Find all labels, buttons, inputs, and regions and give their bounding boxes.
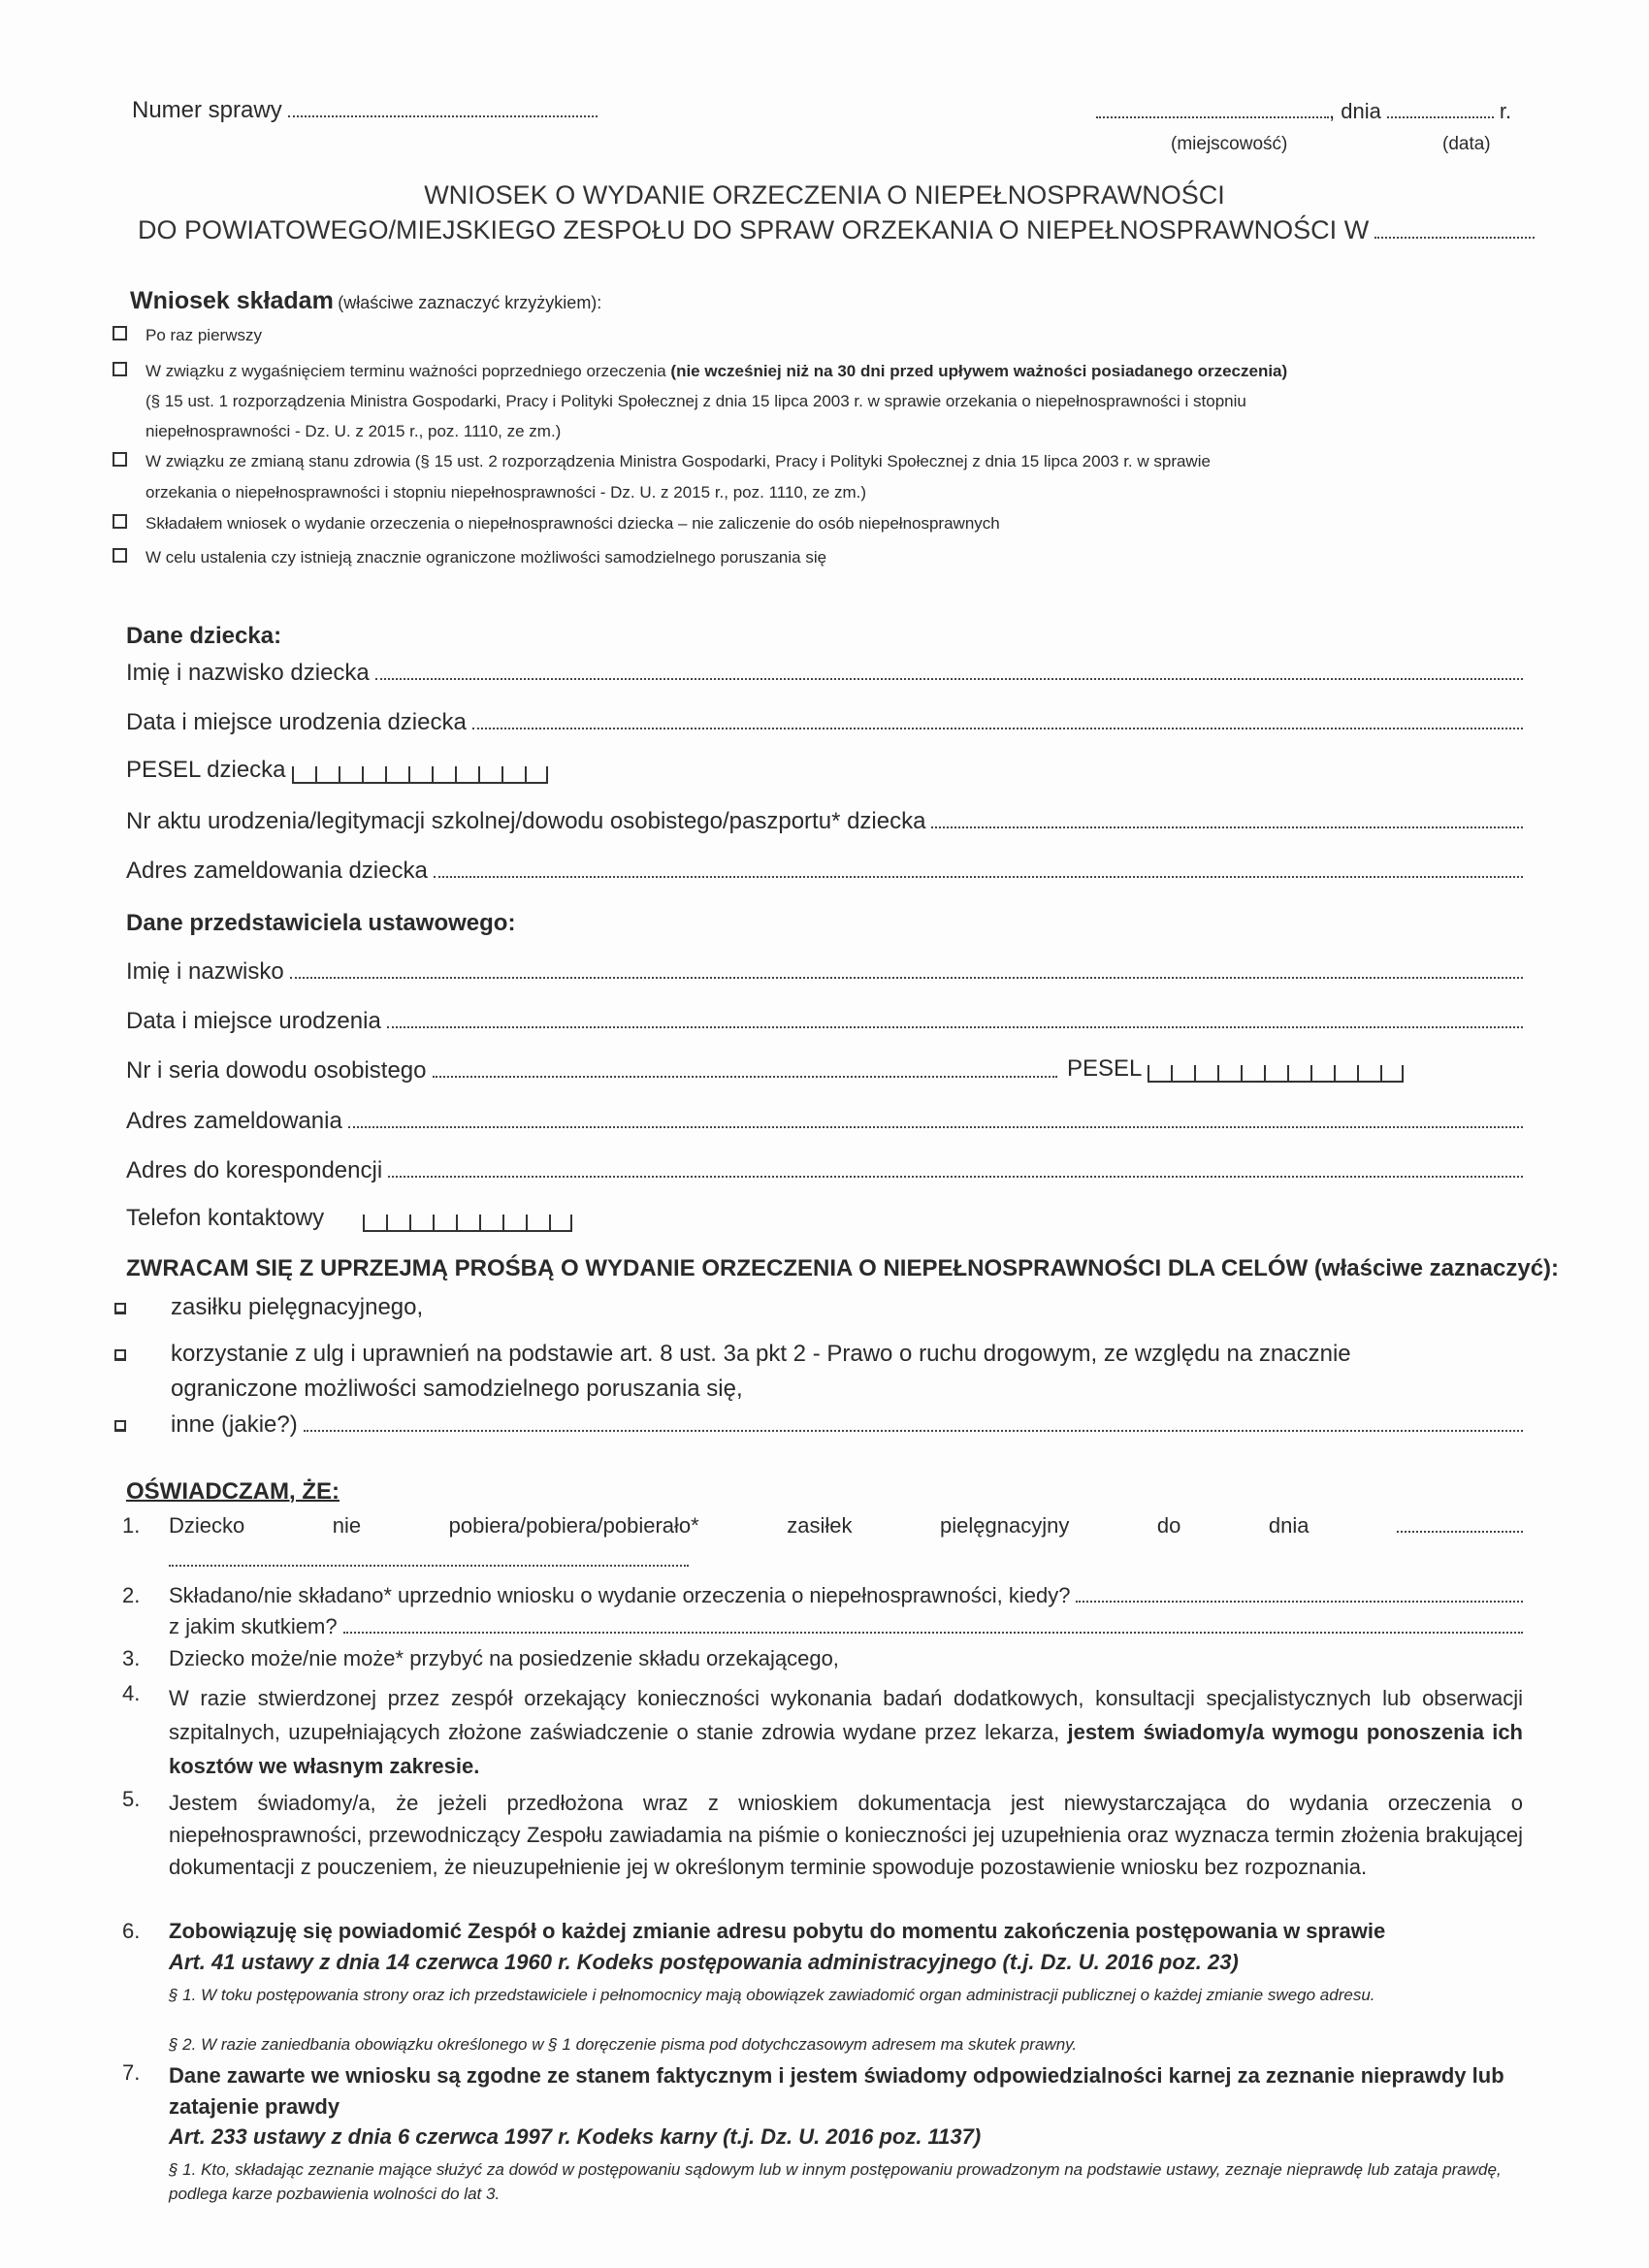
item4-text-bold: jestem świadomy/a wymogu ponoszenia ich kosztów we własnym zakresie. (169, 1720, 1523, 1778)
application-reason-heading: Wniosek składam (130, 287, 334, 314)
digit-cell[interactable] (1264, 1065, 1287, 1083)
checkbox-mobility[interactable] (113, 548, 127, 563)
item6-paragraph-1: § 1. W toku postępowania strony oraz ich przedstawiciele i pełnomocnicy mają obowiązek zawiadomić organ administracji publicznej o każdej zmianie swego adresu. (169, 1986, 1375, 2004)
item1-word: zasiłek (787, 1513, 853, 1538)
date-caption: (data) (1442, 134, 1491, 154)
rep-phone-label: Telefon kontaktowy (126, 1205, 325, 1231)
item5-text: Jestem świadomy/a, że jeżeli przedłożona wraz z wnioskiem dokumentacja jest niewystarczająca do wydania orzeczenia o niepełnosprawności, przewodniczący Zespołu zawiadamia na piśmie o konieczności jej uzupełnienia oraz wyznacza termin złożenia brakującej dokumentacji z pouczeniem, że nieuzupełnienie jej w określonym terminie spowoduje pozostawienie wniosku bez rozpoznania. (169, 1791, 1523, 1879)
checkbox-other-purpose[interactable] (114, 1420, 126, 1432)
year-suffix: r. (1499, 99, 1512, 123)
purpose-heading: ZWRACAM SIĘ Z UPRZEJMĄ PROŚBĄ O WYDANIE ORZECZENIA O NIEPEŁNOSPRAWNOŚCI DLA CELÓW (126, 1255, 1309, 1281)
declaration-item-6-number: 6. (122, 1919, 141, 1943)
purpose-other-row (171, 1411, 1523, 1439)
declaration-item-3-number: 3. (122, 1646, 141, 1670)
option-previous-child: Składałem wniosek o wydanie orzeczenia o niepełnosprawności dziecka – nie zaliczenie do osób niepełnosprawnych (146, 514, 1000, 533)
child-document-label: Nr aktu urodzenia/legitymacji szkolnej/dowodu osobistego/paszportu* dziecka (126, 808, 926, 834)
rep-name-row (126, 958, 1523, 986)
purpose-other-field[interactable] (304, 1429, 1523, 1432)
item4-text (169, 1681, 1523, 1783)
case-number-row (132, 97, 598, 124)
rep-correspondence-field[interactable] (388, 1175, 1523, 1178)
case-number-label: Numer sprawy (132, 97, 282, 123)
rep-correspondence-label: Adres do korespondencji (126, 1157, 383, 1183)
digit-cell[interactable] (315, 766, 339, 784)
option-health-change-line2: orzekania o niepełnosprawności i stopniu niepełnosprawności - Dz. U. z 2015 r., poz. 1110, ze zm.) (146, 483, 867, 502)
option-expiry-text: W związku z wygaśnięciem terminu ważności poprzedniego orzeczenia (146, 362, 671, 380)
form-title-line1: WNIOSEK O WYDANIE ORZECZENIA O NIEPEŁNOSPRAWNOŚCI (424, 180, 1225, 210)
item2-when-field[interactable] (1076, 1600, 1523, 1603)
checkbox-road-traffic-relief[interactable] (114, 1349, 126, 1361)
item4-text-regular: W razie stwierdzonej przez zespół orzekający konieczności wykonania badań dodatkowych, konsultacji specjalistycznych lub obserwacji szpitalnych, uzupełniających złożone zaświadczenie o stanie zdrowia wydane przez lekarza, (169, 1686, 1523, 1744)
digit-cell[interactable] (1310, 1065, 1334, 1083)
child-address-field[interactable] (434, 875, 1523, 878)
case-number-field[interactable] (288, 114, 598, 117)
digit-cell[interactable] (1171, 1065, 1194, 1083)
digit-cell[interactable] (479, 1215, 502, 1232)
place-field[interactable] (1096, 115, 1329, 118)
rep-phone-row (126, 1205, 572, 1232)
digit-cell[interactable] (502, 1215, 526, 1232)
item7-bold: Dane zawarte we wniosku są zgodne ze stanem faktycznym i jestem świadomy odpowiedzialności karnej za zeznanie nieprawdy lub zatajenie prawdy (169, 2063, 1504, 2119)
declaration-item-2-row2 (169, 1614, 1523, 1639)
digit-cell[interactable] (386, 1215, 409, 1232)
declaration-item-2-number: 2. (122, 1583, 141, 1607)
declaration-item-5-number: 5. (122, 1787, 141, 1811)
digit-cell[interactable] (339, 766, 362, 784)
team-city-field[interactable] (1374, 236, 1535, 239)
declaration-item-4-number: 4. (122, 1681, 141, 1705)
option-mobility: W celu ustalenia czy istnieją znacznie ograniczone możliwości samodzielnego poruszania się (146, 548, 827, 567)
digit-cell[interactable] (1334, 1065, 1357, 1083)
digit-cell[interactable] (456, 1215, 479, 1232)
option-expiry-line2: (§ 15 ust. 1 rozporządzenia Ministra Gospodarki, Pracy i Polityki Społecznej z dnia 15 lipca 2003 r. w sprawie orzekania o niepełnosprawności i stopniu (146, 392, 1246, 410)
rep-pesel-row (1067, 1055, 1404, 1083)
digit-cell[interactable] (433, 1215, 456, 1232)
item7-law-title: Art. 233 ustawy z dnia 6 czerwca 1997 r. Kodeks karny (t.j. Dz. U. 2016 poz. 1137) (169, 2124, 982, 2149)
rep-pesel-field[interactable] (1148, 1061, 1404, 1083)
digit-cell[interactable] (408, 766, 432, 784)
rep-address-label: Adres zameldowania (126, 1108, 342, 1134)
item6-law-title: Art. 41 ustawy z dnia 14 czerwca 1960 r. Kodeks postępowania administracyjnego (t.j. Dz. U. 2016 poz. 23) (169, 1950, 1239, 1974)
digit-cell[interactable] (362, 766, 385, 784)
rep-pesel-label: PESEL (1067, 1055, 1143, 1082)
date-separator: , dnia (1329, 99, 1381, 123)
item6-bold: Zobowiązuję się powiadomić Zespół o każdej zmianie adresu pobytu do momentu zakończenia postępowania w sprawie (169, 1919, 1386, 1943)
purpose-heading-row (126, 1255, 1559, 1282)
option-expiry-line1 (146, 362, 1287, 381)
purpose-note: (właściwe zaznaczyć): (1313, 1255, 1560, 1281)
child-name-field[interactable] (375, 677, 1523, 680)
rep-name-field[interactable] (290, 976, 1523, 979)
digit-cell[interactable] (501, 766, 525, 784)
purpose-road-relief-line1: korzystanie z ulg i uprawnień na podstawie art. 8 ust. 3a pkt 2 - Prawo o ruchu drogowym, ze względu na znacznie (171, 1341, 1351, 1367)
child-birth-field[interactable] (472, 727, 1523, 729)
digit-cell[interactable] (409, 1215, 433, 1232)
rep-id-label: Nr i seria dowodu osobistego (126, 1057, 427, 1084)
item2-text2: z jakim skutkiem? (169, 1614, 338, 1638)
child-document-field[interactable] (931, 826, 1523, 828)
item2-text: Składano/nie składano* uprzednio wniosku o wydanie orzeczenia o niepełnosprawności, kiedy? (169, 1583, 1071, 1607)
rep-address-row (126, 1108, 1523, 1135)
checkbox-first-time[interactable] (113, 326, 127, 340)
declaration-heading: OŚWIADCZAM, ŻE: (126, 1478, 340, 1505)
checkbox-expiry[interactable] (113, 362, 127, 376)
form-title-line2-row (138, 215, 1525, 245)
item1-word: nie (332, 1513, 362, 1538)
checkbox-health-change[interactable] (113, 452, 127, 467)
item2-result-field[interactable] (343, 1631, 1523, 1634)
rep-correspondence-row (126, 1157, 1523, 1184)
child-name-row (126, 660, 1523, 687)
child-pesel-field[interactable] (292, 762, 548, 784)
rep-birth-row (126, 1008, 1523, 1035)
digit-cell[interactable] (1357, 1065, 1380, 1083)
digit-cell[interactable] (1380, 1065, 1404, 1083)
digit-cell[interactable] (1194, 1065, 1217, 1083)
digit-cell[interactable] (363, 1215, 386, 1232)
digit-cell[interactable] (385, 766, 408, 784)
option-first-time: Po raz pierwszy (146, 326, 262, 344)
digit-cell[interactable] (1148, 1065, 1171, 1083)
date-field[interactable] (1387, 115, 1494, 118)
representative-section-heading: Dane przedstawiciela ustawowego: (126, 910, 516, 936)
item7-paragraph-1: § 1. Kto, składając zeznanie mające służyć za dowód w postępowaniu sądowym lub w innym postępowaniu prowadzonym na podstawie ustawy, zeznaje nieprawdę lub zataja prawdę, podlega karze pozbawienia wolności do lat 3. (169, 2160, 1502, 2203)
digit-cell[interactable] (455, 766, 478, 784)
place-caption: (miejscowość) (1171, 134, 1288, 154)
rep-id-row (126, 1057, 1057, 1085)
checkbox-care-allowance[interactable] (114, 1303, 126, 1314)
item1-date-field-continued[interactable] (169, 1564, 689, 1567)
declaration-item-1-row (169, 1513, 1523, 1539)
declaration-item-1-number: 1. (122, 1513, 141, 1538)
child-pesel-row (126, 757, 548, 784)
digit-cell[interactable] (525, 766, 548, 784)
declaration-item-7-number: 7. (122, 2060, 141, 2085)
purpose-road-relief-line2: ograniczone możliwości samodzielnego poruszania się, (171, 1376, 743, 1402)
digit-cell[interactable] (549, 1215, 572, 1232)
rep-birth-label: Data i miejsce urodzenia (126, 1008, 381, 1034)
declaration-item-2-row (169, 1583, 1523, 1608)
digit-cell[interactable] (1241, 1065, 1264, 1083)
item1-word: pielęgnacyjny (940, 1513, 1070, 1538)
child-birth-row (126, 709, 1523, 736)
checkbox-previous-child[interactable] (113, 514, 127, 529)
child-document-row (126, 808, 1523, 835)
rep-birth-field[interactable] (387, 1025, 1523, 1028)
item6-paragraph-2: § 2. W razie zaniedbania obowiązku określonego w § 1 doręczenie pisma pod dotychczasowym adresem ma skutek prawny. (169, 2035, 1078, 2054)
child-birth-label: Data i miejsce urodzenia dziecka (126, 709, 467, 735)
child-address-row (126, 858, 1523, 885)
rep-address-field[interactable] (348, 1125, 1523, 1128)
digit-cell[interactable] (1217, 1065, 1241, 1083)
item1-word: dnia (1268, 1513, 1310, 1538)
option-expiry-bold: (nie wcześniej niż na 30 dni przed upływem ważności posiadanego orzeczenia) (670, 362, 1288, 380)
purpose-other-label: inne (jakie?) (171, 1411, 298, 1438)
child-address-label: Adres zameldowania dziecka (126, 858, 428, 884)
application-reason-heading-row (130, 287, 601, 315)
rep-id-field[interactable] (433, 1075, 1057, 1078)
application-reason-note: (właściwe zaznaczyć krzyżykiem): (338, 293, 602, 312)
item1-word: Dziecko (169, 1513, 245, 1538)
child-name-label: Imię i nazwisko dziecka (126, 660, 370, 686)
digit-cell[interactable] (526, 1215, 549, 1232)
purpose-care-allowance: zasiłku pielęgnacyjnego, (171, 1294, 424, 1320)
option-health-change-line1: W związku ze zmianą stanu zdrowia (§ 15 ust. 2 rozporządzenia Ministra Gospodarki, Pracy i Polityki Społecznej z dnia 15 lipca 2003 r. w sprawie (146, 452, 1211, 470)
rep-phone-field[interactable] (363, 1211, 572, 1232)
digit-cell[interactable] (478, 766, 501, 784)
item3-text: Dziecko może/nie może* przybyć na posiedzenie składu orzekającego, (169, 1646, 839, 1670)
digit-cell[interactable] (432, 766, 455, 784)
child-section-heading: Dane dziecka: (126, 623, 282, 649)
form-title-line2: DO POWIATOWEGO/MIEJSKIEGO ZESPOŁU DO SPRAW ORZEKANIA O NIEPEŁNOSPRAWNOŚCI W (138, 215, 1370, 244)
rep-name-label: Imię i nazwisko (126, 958, 284, 985)
child-pesel-label: PESEL dziecka (126, 757, 286, 783)
item1-word: pobiera/pobiera/pobierało* (448, 1513, 699, 1538)
digit-cell[interactable] (292, 766, 315, 784)
item1-date-field[interactable] (1397, 1530, 1523, 1533)
place-date-row (1096, 99, 1523, 124)
digit-cell[interactable] (1287, 1065, 1310, 1083)
item1-word: do (1156, 1513, 1181, 1538)
option-expiry-line3: niepełnosprawności - Dz. U. z 2015 r., poz. 1110, ze zm.) (146, 422, 562, 440)
